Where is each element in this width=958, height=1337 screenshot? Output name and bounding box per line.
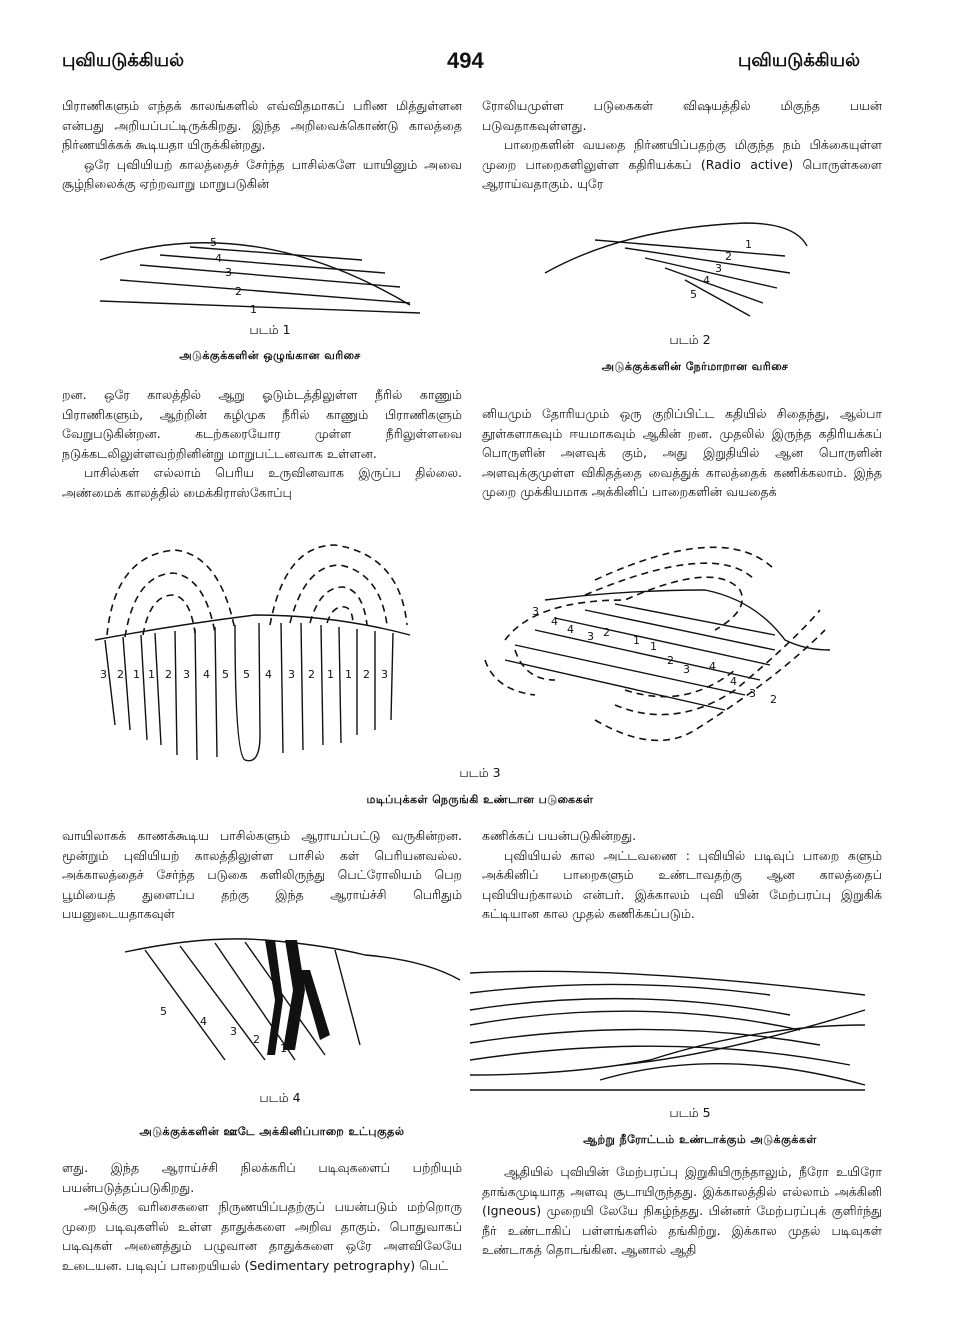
- fig3-label: 4: [203, 668, 210, 681]
- figure-2-caption: படம் 2: [669, 332, 711, 347]
- fig3-label: 4: [730, 675, 737, 688]
- figure-2-title: அடுக்குக்களின் நேர்மாறான வரிசை: [601, 360, 789, 373]
- figure-3-title: மடிப்புக்கள் நெருங்கி உண்டான படுகைகள்: [366, 793, 594, 806]
- fig3-label: 3: [683, 663, 690, 676]
- paragraph: ஒரே புவியியற் காலத்தைச் சேர்ந்த பாசில்களே யாயினும் அவை சூழ்நிலைக்கு ஏற்றவாறு மாறுபடுகின்: [62, 156, 462, 191]
- fig3-label: 3: [288, 668, 295, 681]
- page-number: 494: [447, 48, 484, 73]
- fig3-label: 1: [633, 634, 640, 647]
- paragraph: பாசில்கள் எல்லாம் பெரிய உருவினவாக இருப்ப தில்லை. அண்மைக் காலத்தில் மைக்கிராஸ்கோப்பு: [62, 465, 462, 500]
- fig3-label: 3: [587, 630, 594, 643]
- paragraph: பாறைகளின் வயதை நிர்ணயிப்பதற்கு மிகுந்த நம் பிக்கையுள்ள முறை பாறைகளிலுள்ள கதிரியக்கப் (Radio active) பொருள்களை ஆராய்வதாகும். யுரே: [482, 137, 882, 191]
- fig3-label: 2: [363, 668, 370, 681]
- fig3-label: 4: [567, 623, 574, 636]
- figure-5-caption: படம் 5: [669, 1105, 711, 1120]
- fig3-label: 3: [532, 605, 539, 618]
- fig3-label: 4: [551, 615, 558, 628]
- fig3-label: 3: [100, 668, 107, 681]
- text-block-2-left: [62, 385, 462, 502]
- paragraph: ரோலியமுள்ள படுகைகள் விஷயத்தில் மிகுந்த பயன் படுவதாகவுள்ளது.: [482, 98, 882, 133]
- text-block-3-right: [482, 826, 882, 924]
- fig2-label: 1: [745, 238, 752, 251]
- figure-5-title: ஆற்று நீரோட்டம் உண்டாக்கும் அடுக்குக்கள்: [583, 1133, 817, 1146]
- paragraph: பிராணிகளும் எந்தக் காலங்களில் எவ்விதமாகப் பரிண மித்துள்ளன என்பது அறியப்பட்டிருக்கிறது. இந்த அறிவைக்கொண்டு காலத்தை நிர்ணயிக்கக் கூடியதா யிருக்கின்றது.: [62, 98, 462, 152]
- paragraph: னியமும் தோரியமும் ஒரு குறிப்பிட்ட கதியில் சிதைந்து, ஆல்பா தூள்களாகவும் ஈயமாகவும் ஆகின் றன. முதலில் இருந்த கதிரியக்கப் பொருளின் அளவுக் கும், அது இறுதியில் ஆன பொருளின் அளவுக்குமுள்ள விகிதத்தை வைத்துக் காலத்தைக் கணிக்கலாம். இந்த முறை முக்கியமாக அக்கினிப் பாறைகளின் வயதைக்: [482, 406, 882, 499]
- figure-4-caption: படம் 4: [259, 1090, 301, 1105]
- fig3-label: 2: [603, 626, 610, 639]
- figure-1-diagram: [100, 225, 430, 325]
- fig3-label: 3: [381, 668, 388, 681]
- fig3-label: 5: [243, 668, 250, 681]
- text-block-2-right: [482, 404, 882, 502]
- fig1-label: 1: [250, 303, 257, 316]
- paragraph: புவியியல் கால அட்டவணை : புவியில் படிவுப் பாறை களும் அக்கினிப் பாறைகளும் உண்டாவதற்கு ஆன காலத்தைப் புவியியற்காலம் என்பர். இக்காலம் புவி யின் மேற்பரப்பு இறுகிக் கட்டியான கால முதல் கணிக்கப்படும்.: [482, 847, 882, 921]
- fig1-label: 2: [235, 285, 242, 298]
- fig1-label: 4: [215, 252, 222, 265]
- fig3-label: 1: [133, 668, 140, 681]
- fig2-label: 4: [703, 274, 710, 287]
- fig4-label: 3: [230, 1025, 237, 1038]
- figure-3-caption: படம் 3: [459, 765, 501, 780]
- fig2-label: 3: [715, 262, 722, 275]
- figure-4-diagram: [125, 940, 465, 1070]
- paragraph: ஆதியில் புவியின் மேற்பரப்பு இறுகியிருந்தாலும், நீரோ உயிரோ தாங்கமுடியாத அளவு சூடாயிருந்தது. இக்காலத்தில் எல்லாம் அக்கினி (Igneous) முறையி லேயே நிகழ்ந்தது. பின்னர் மேற்பரப்புக் குளிர்ந்து நீர் உண்டாகிப் பள்ளங்களில் தங்கிற்று. இக்கால முதல் படிவுகள் உண்டாகத் தொடங்கின. ஆனால் ஆதி: [482, 1164, 882, 1257]
- fig3-label: 1: [327, 668, 334, 681]
- text-block-1-right: [482, 96, 882, 194]
- running-header-left: புவியடுக்கியல்: [62, 50, 185, 71]
- fig2-label: 2: [725, 250, 732, 263]
- paragraph: ளது. இந்த ஆராய்ச்சி நிலக்கரிப் படிவுகளைப் பற்றியும் பயன்படுத்தப்படுகிறது.: [62, 1160, 462, 1195]
- figure-1-caption: படம் 1: [249, 322, 291, 337]
- fig3-label: 4: [265, 668, 272, 681]
- fig4-label: 4: [200, 1015, 207, 1028]
- fig4-label: 2: [253, 1033, 260, 1046]
- figure-3-left-diagram: [95, 545, 415, 770]
- text-block-1-left: [62, 96, 462, 194]
- fig3-label: 3: [183, 668, 190, 681]
- paragraph: வாயிலாகக் காணக்கூடிய பாசில்களும் ஆராயப்பட்டு வருகின்றன. மூன்றும் புவியியற் காலத்திலுள்ள பாசில் கள் பெரியனவல்ல. அக்காலத்தைச் சேர்ந்த படுகை களிலிருந்து பெட்ரோலியம் பெற பூமியைத் துளைப்ப தற்கு இந்த ஆராய்ச்சி பெரிதும் பயனுடையதாகவுள்: [62, 828, 462, 921]
- figure-5-diagram: [470, 965, 870, 1095]
- fig3-label: 1: [148, 668, 155, 681]
- paragraph: கணிக்கப் பயன்படுகின்றது.: [482, 828, 637, 843]
- text-block-4-right: [482, 1162, 882, 1260]
- fig3-label: 4: [709, 660, 716, 673]
- text-block-4-left: [62, 1158, 462, 1275]
- fig4-label: 1: [280, 1042, 287, 1055]
- fig2-label: 5: [690, 288, 697, 301]
- figure-4-title: அடுக்குக்களின் ஊடே அக்கினிப்பாறை உட்புகுதல்: [139, 1125, 405, 1138]
- fig3-label: 5: [222, 668, 229, 681]
- fig3-label: 2: [667, 654, 674, 667]
- paragraph: றன. ஒரே காலத்தில் ஆறு ஓடும்டத்திலுள்ள நீரில் காணும் பிராணிகளும், ஆற்றின் கழிமுக நீரில் காணும் பிராணிகளும் வேறுபடுகின்றன. கடற்கரையோர முள்ள நீரிலுள்ளவை நடுக்கடலிலுள்ளவற்றினின்று மாறுபட்டனவாக உள்ளன.: [62, 387, 462, 461]
- fig3-label: 1: [345, 668, 352, 681]
- fig3-label: 3: [749, 687, 756, 700]
- fig4-label: 5: [160, 1005, 167, 1018]
- figure-2-diagram: [545, 218, 825, 328]
- figure-3-right-diagram: [475, 540, 835, 755]
- fig1-label: 5: [210, 236, 217, 249]
- fig3-label: 2: [770, 693, 777, 706]
- fig3-label: 2: [117, 668, 124, 681]
- fig3-label: 1: [650, 640, 657, 653]
- figure-1-title: அடுக்குக்களின் ஒழுங்கான வரிசை: [179, 349, 361, 362]
- fig3-label: 2: [165, 668, 172, 681]
- paragraph: அடுக்கு வரிசைகளை நிருணயிப்பதற்குப் பயன்படும் மற்றொரு முறை படிவுகளில் உள்ள தாதுக்களை அறிவ தாகும். பொதுவாகப் படிவுகள் அனைத்தும் பழுவான தாதுக்களை ஒரே அளவிலேயே உடையன. படிவுப் பாறையியல் (Sedimentary petrography) பெட்: [62, 1199, 462, 1273]
- running-header-right: புவியடுக்கியல்: [738, 50, 861, 71]
- fig1-label: 3: [225, 266, 232, 279]
- text-block-3-left: [62, 826, 462, 924]
- fig3-label: 2: [308, 668, 315, 681]
